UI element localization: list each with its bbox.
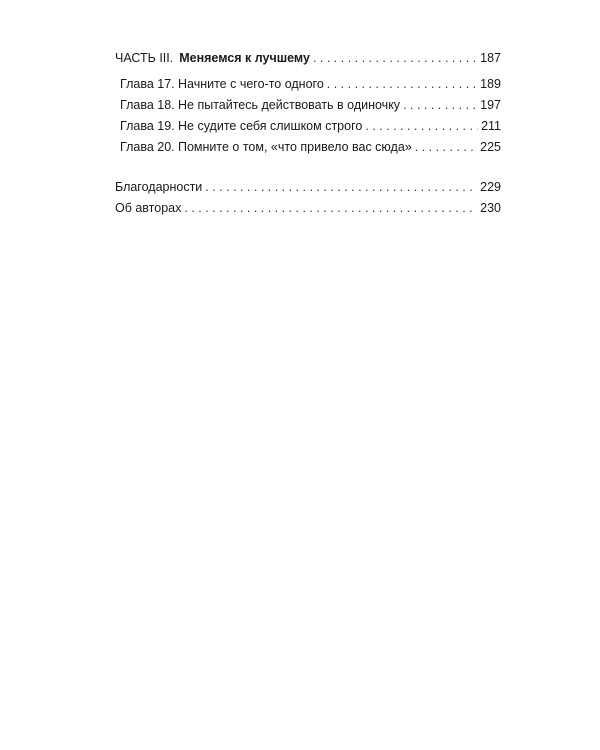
toc-chapter-label bbox=[120, 138, 412, 156]
toc-chapter-entry bbox=[115, 138, 501, 156]
toc-chapter-label bbox=[120, 117, 362, 135]
page-number: 230 bbox=[480, 201, 501, 215]
toc-chapter-label bbox=[120, 75, 324, 93]
page-number: 211 bbox=[481, 119, 501, 133]
page-number: 229 bbox=[480, 180, 501, 194]
section-spacer bbox=[115, 159, 501, 178]
toc-chapter-entry bbox=[115, 117, 501, 135]
dot-leader bbox=[365, 117, 478, 135]
chapter-title: Начните с чего-то одного bbox=[178, 77, 324, 91]
chapter-number: Глава 20. bbox=[120, 140, 175, 154]
dot-leader bbox=[313, 49, 477, 67]
part-prefix: ЧАСТЬ III. bbox=[115, 51, 174, 65]
chapter-title: Не пытайтесь действовать в одиночку bbox=[178, 98, 401, 112]
dot-leader bbox=[415, 138, 477, 156]
part-title: Меняемся к лучшему bbox=[179, 51, 310, 65]
backmatter-title: Об авторах bbox=[115, 201, 182, 215]
dot-leader bbox=[327, 75, 477, 93]
dot-leader bbox=[403, 96, 477, 114]
dot-leader bbox=[205, 178, 477, 196]
chapter-title: Помните о том, «что привело вас сюда» bbox=[178, 140, 412, 154]
page-number: 197 bbox=[480, 98, 501, 112]
toc-backmatter-entry bbox=[115, 199, 501, 217]
toc-part-entry bbox=[115, 49, 501, 67]
dot-leader bbox=[184, 199, 477, 217]
page-number: 187 bbox=[480, 51, 501, 65]
chapter-title: Не судите себя слишком строго bbox=[178, 119, 363, 133]
page-number: 225 bbox=[480, 140, 501, 154]
toc-backmatter-entry bbox=[115, 178, 501, 196]
chapter-number: Глава 17. bbox=[120, 77, 175, 91]
toc-part-label bbox=[115, 49, 310, 67]
toc-chapter-entry bbox=[115, 75, 501, 93]
chapter-number: Глава 18. bbox=[120, 98, 175, 112]
toc-chapter-label bbox=[120, 96, 400, 114]
chapter-number: Глава 19. bbox=[120, 119, 175, 133]
toc-chapter-entry bbox=[115, 96, 501, 114]
backmatter-title: Благодарности bbox=[115, 180, 203, 194]
page-number: 189 bbox=[480, 77, 501, 91]
table-of-contents bbox=[115, 49, 501, 220]
